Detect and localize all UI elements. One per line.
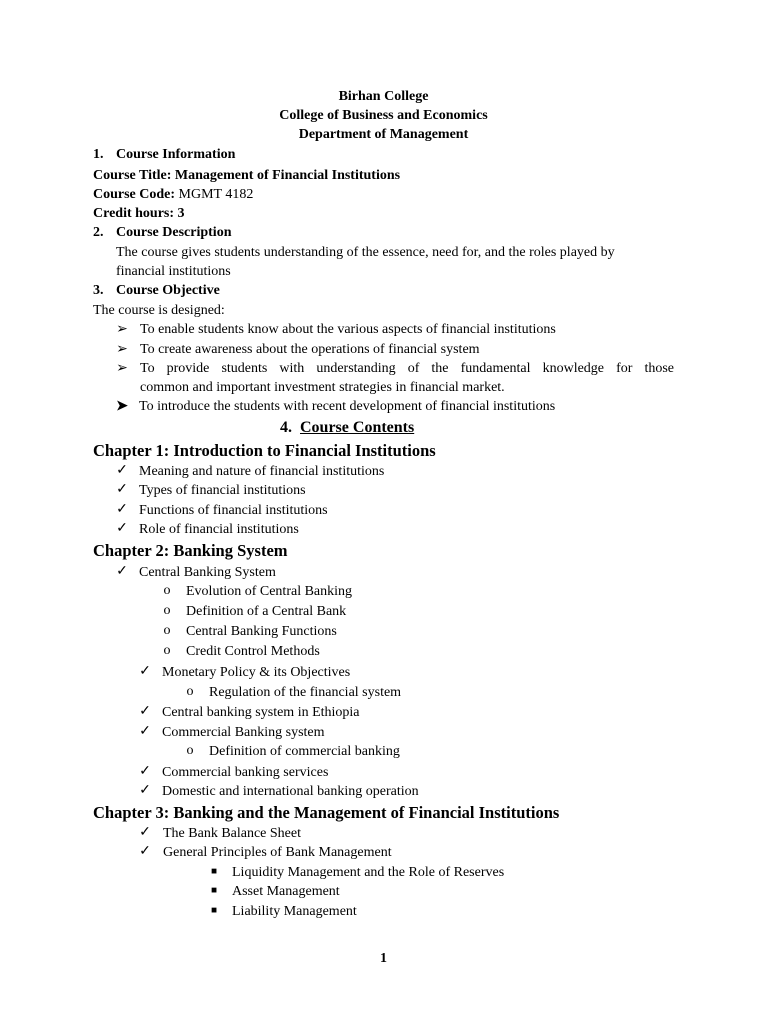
description-line-2: financial institutions [116, 264, 231, 279]
chapter2-title: Chapter 2: Banking System [93, 541, 288, 560]
objective-intro: The course is designed: [93, 303, 225, 318]
chapter2-services: Commercial banking services [162, 765, 329, 780]
checkmark-icon: ✓ [116, 463, 128, 478]
objective-item: To enable students know about the various aspects of financial institutions [140, 322, 556, 337]
central-sub-item: Definition of a Central Bank [186, 604, 347, 619]
principles-sub-item: Asset Management [232, 884, 340, 899]
checkmark-icon: ✓ [139, 844, 151, 859]
chapter3-title: Chapter 3: Banking and the Management of Financial Institutions [93, 803, 560, 822]
section1-number: 1. [93, 147, 104, 162]
circle-bullet-icon: o [163, 623, 171, 638]
chapter2-domestic: Domestic and international banking operation [162, 784, 419, 799]
chapter2-commercial-banking: Commercial Banking system [162, 725, 325, 740]
objective-item-continued: common and important investment strategies in financial market. [140, 380, 505, 395]
square-bullet-icon: ■ [210, 905, 218, 916]
course-code-value: MGMT 4182 [175, 187, 254, 202]
description-line-1: The course gives students understanding of the essence, need for, and the roles played by [116, 245, 615, 260]
section2-number: 2. [93, 225, 104, 240]
checkmark-icon: ✓ [116, 502, 128, 517]
section1-title: Course Information [116, 147, 236, 162]
checkmark-icon: ✓ [139, 764, 151, 779]
section3-heading [93, 281, 674, 301]
section3-number: 3. [93, 283, 104, 298]
section2-heading [93, 223, 674, 243]
chapter2-ethiopia: Central banking system in Ethiopia [162, 705, 360, 720]
section1-heading [93, 145, 674, 165]
checkmark-icon: ✓ [139, 783, 151, 798]
central-sub-item: Credit Control Methods [186, 644, 320, 659]
chapter2-monetary-policy: Monetary Policy & its Objectives [162, 665, 351, 680]
credit-hours: Credit hours: 3 [93, 206, 185, 221]
section3-title: Course Objective [116, 283, 220, 298]
section4-title: Course Contents [300, 419, 415, 436]
chapter1-item: Functions of financial institutions [139, 503, 328, 518]
section4-heading [280, 418, 674, 438]
chapter3-balance-sheet: The Bank Balance Sheet [163, 826, 302, 841]
section4-number: 4. [280, 419, 292, 436]
checkmark-icon: ✓ [139, 724, 151, 739]
arrow-bullet-icon: ➢ [116, 361, 128, 376]
section2-title: Course Description [116, 225, 232, 240]
arrow-bullet-icon: ➢ [116, 322, 128, 337]
chapter3-principles: General Principles of Bank Management [163, 845, 392, 860]
arrow-bullet-icon: ➢ [116, 342, 128, 357]
commercial-sub-item: Definition of commercial banking [209, 744, 400, 759]
arrow-bullet-icon: ➤ [116, 399, 128, 414]
course-code [93, 185, 674, 205]
chapter1-item: Meaning and nature of financial institutions [139, 464, 385, 479]
college-name: Birhan College [338, 89, 429, 104]
checkmark-icon: ✓ [116, 521, 128, 536]
circle-bullet-icon: o [186, 684, 194, 699]
central-sub-item: Evolution of Central Banking [186, 584, 353, 599]
checkmark-icon: ✓ [139, 664, 151, 679]
principles-sub-item: Liquidity Management and the Role of Reserves [232, 865, 505, 880]
course-title: Course Title: Management of Financial Institutions [93, 168, 401, 183]
page-number: 1 [380, 951, 387, 966]
square-bullet-icon: ■ [210, 885, 218, 896]
circle-bullet-icon: o [163, 603, 171, 618]
objective-item: To create awareness about the operations of financial system [140, 342, 480, 357]
chapter1-item: Role of financial institutions [139, 522, 299, 537]
chapter1-item: Types of financial institutions [139, 483, 306, 498]
objective-item: To provide students with understanding of the fundamental knowledge for those [140, 361, 674, 376]
central-sub-item: Central Banking Functions [186, 624, 337, 639]
monetary-sub-item: Regulation of the financial system [209, 685, 402, 700]
checkmark-icon: ✓ [139, 825, 151, 840]
course-code-label: Course Code: [93, 187, 176, 202]
checkmark-icon: ✓ [116, 482, 128, 497]
square-bullet-icon: ■ [210, 866, 218, 877]
principles-sub-item: Liability Management [232, 904, 357, 919]
chapter2-central-banking: Central Banking System [139, 565, 276, 580]
checkmark-icon: ✓ [139, 704, 151, 719]
circle-bullet-icon: o [163, 583, 171, 598]
faculty-name: College of Business and Economics [279, 108, 488, 123]
circle-bullet-icon: o [163, 643, 171, 658]
department-name: Department of Management [298, 127, 469, 142]
chapter1-title: Chapter 1: Introduction to Financial Institutions [93, 441, 436, 460]
circle-bullet-icon: o [186, 743, 194, 758]
checkmark-icon: ✓ [116, 564, 128, 579]
objective-item: To introduce the students with recent development of financial institutions [139, 399, 556, 414]
